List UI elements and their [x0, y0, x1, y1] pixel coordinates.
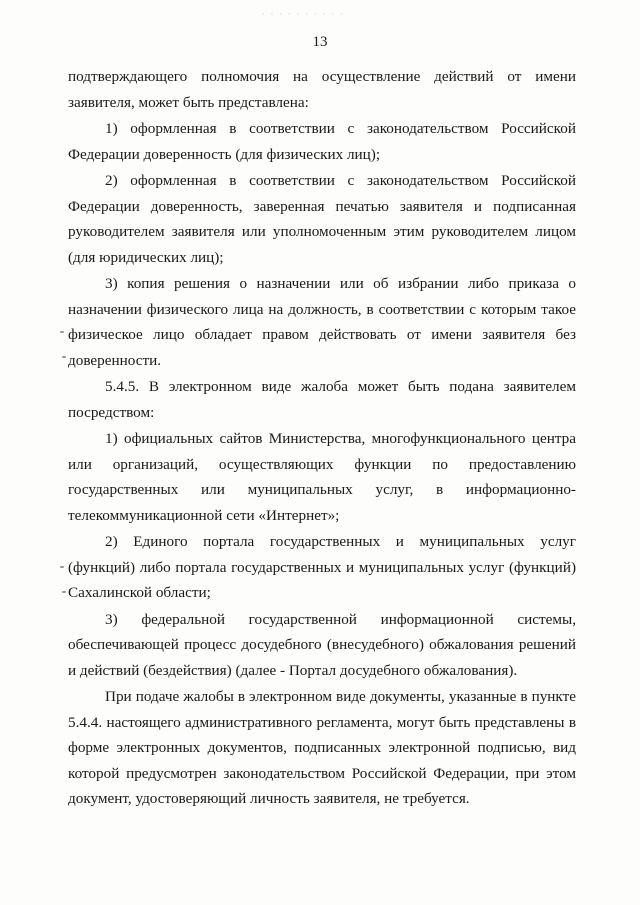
scan-artifact: · · · · · · · · · · [262, 10, 345, 19]
paragraph-authority-intro: подтверждающего полномочия на осуществление действий от имени заявителя, может быть представлена: [68, 68, 576, 111]
paragraph-item-1-individuals: 1) оформленная в соответствии с законодательством Российской Федерации доверенность (для физических лиц); [68, 120, 576, 163]
paragraph-item-2-legal-entities: 2) оформленная в соответствии с законодательством Российской Федерации доверенность, заверенная печатью заявителя и подписанная руководителем заявителя или уполномоченным этим руководителем лицом (для юридических лиц); [68, 172, 576, 266]
document-body [68, 64, 576, 813]
paragraph-channel-3-federal-system: 3) федеральной государственной информационной системы, обеспечивающей процесс досудебного (внесудебного) обжалования решений и действий (бездействия) (далее - Портал досудебного обжалования). [68, 610, 576, 679]
margin-scan-mark [60, 566, 64, 568]
paragraph-channel-2-portal: 2) Единого портала государственных и муниципальных услуг (функций) либо портала государственных и муниципальных услуг (функций) Сахалинской области; [68, 533, 576, 601]
page-number: 13 [312, 34, 328, 50]
margin-scan-mark [60, 331, 64, 333]
paragraph-channel-1-websites: 1) официальных сайтов Министерства, многофункционального центра или организаций, осуществляющих функции по предоставлению государственных или муниципальных услуг, в информационно-телекоммуникационной сети «Интернет»; [68, 430, 576, 524]
margin-scan-mark [62, 591, 66, 593]
paragraph-item-3-appointment-copy: 3) копия решения о назначении или об избрании либо приказа о назначении физического лица на должность, в соответствии с которым такое физическое лицо обладает правом действовать от имени заявителя без доверенности. [68, 275, 576, 369]
paragraph-5-4-5: 5.4.5. В электронном виде жалоба может быть подана заявителем посредством: [68, 378, 576, 421]
margin-scan-mark [62, 356, 66, 358]
paragraph-electronic-documents: При подаче жалобы в электронном виде документы, указанные в пункте 5.4.4. настоящего административного регламента, могут быть представлены в форме электронных документов, подписанных электронной подписью, вид которой предусмотрен законодательством Российской Федерации, при этом документ, удостоверяющий личность заявителя, не требуется. [68, 688, 576, 807]
